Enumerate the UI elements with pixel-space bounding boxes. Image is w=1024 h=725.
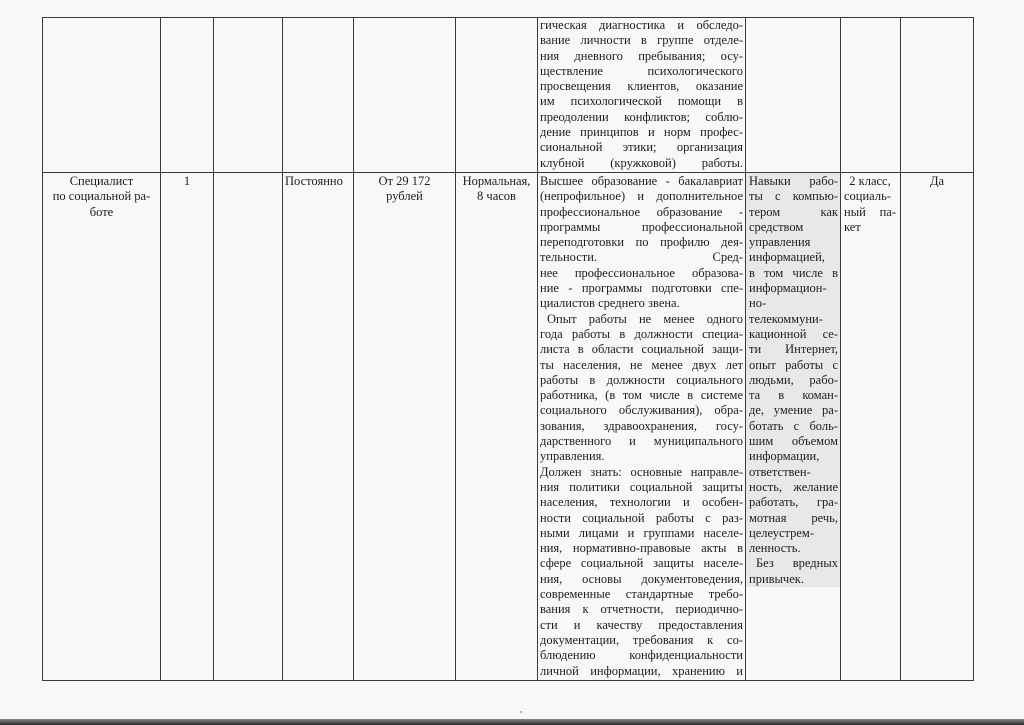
- text-line: средством: [749, 219, 804, 234]
- text-line: дарственного и муниципального: [540, 434, 743, 449]
- text-line: листа в области социальной защи-: [540, 342, 743, 357]
- text-line: ный па-: [844, 204, 896, 219]
- text-line: людьми, рабо-: [749, 372, 838, 387]
- text-line: управления.: [540, 449, 605, 464]
- text-line: социального обслуживания), обра-: [540, 403, 743, 418]
- text-line: ты с компью-: [749, 189, 838, 204]
- flag-value: Да: [929, 174, 945, 188]
- flag-cell: [901, 173, 974, 681]
- text-line: работать, гра-: [749, 495, 838, 510]
- text-line: та в коман-: [749, 388, 838, 403]
- position-text: [45, 174, 158, 220]
- requirements-cell: [538, 173, 746, 681]
- requirements-text: [540, 18, 743, 171]
- position-cell: [43, 173, 161, 681]
- text-line: ние - программы подготовки спе-: [540, 281, 743, 296]
- blank-cell: [43, 18, 161, 173]
- text-line: просвещения клиентов, оказание: [540, 79, 743, 94]
- text-line: (непрофильное) и дополнительное: [540, 189, 743, 204]
- blank-cell: [354, 18, 456, 173]
- scan-speck: [520, 711, 522, 713]
- text-line: Высшее образование - бакалавриат: [540, 174, 743, 188]
- text-line: боте: [89, 204, 114, 219]
- text-line: ботать с боль-: [749, 418, 838, 433]
- text-line: 2 класс,: [849, 174, 891, 188]
- text-line: ными лицами и группами населе-: [540, 525, 743, 540]
- text-line: 8 часов: [477, 189, 516, 204]
- benefits-cell: [841, 173, 901, 681]
- skills-cell: [746, 173, 841, 681]
- text-line: ности социальной работы с раз-: [540, 510, 743, 525]
- text-line: циалистов среднего звена.: [540, 296, 680, 311]
- text-line: Навыки рабо-: [749, 174, 838, 188]
- text-line: целеустрем-: [749, 525, 814, 540]
- text-line: рублей: [386, 189, 423, 204]
- text-line: кационной се-: [749, 326, 838, 341]
- text-line: шим объемом: [749, 434, 838, 449]
- text-line: ния политики социальной защиты: [540, 479, 743, 494]
- blank-cell: [456, 18, 538, 173]
- text-line: де, умение ра-: [749, 403, 838, 418]
- blank-cell: [214, 18, 283, 173]
- text-line: Без вредных: [756, 556, 838, 571]
- text-line: тельности. Сред-: [540, 250, 743, 265]
- text-line: ность, желание: [749, 479, 838, 494]
- blank-cell: [161, 18, 214, 173]
- text-line: блюдению конфиденциальности: [540, 648, 743, 663]
- text-line: ответствен-: [749, 464, 811, 479]
- text-line: клубной (кружковой) работы.: [540, 155, 743, 170]
- text-line: мотная речь,: [749, 510, 838, 525]
- blank-cell: [283, 18, 354, 173]
- text-line: Должен знать: основные направле-: [540, 464, 743, 479]
- text-line: населения, технологии и особен-: [540, 495, 743, 510]
- text-line: управления: [749, 235, 811, 250]
- text-line: кет: [844, 219, 861, 234]
- employment-value: Постоянно: [285, 174, 343, 188]
- blank-cell: [746, 18, 841, 173]
- text-line: зования, здравоохранения, госу-: [540, 418, 743, 433]
- benefits-text: [843, 174, 898, 235]
- vacancy-table: [42, 17, 974, 681]
- text-line: социаль-: [844, 189, 891, 204]
- text-line: переподготовки по профилю дея-: [540, 235, 743, 250]
- count-value: 1: [183, 174, 191, 188]
- schedule-cell: [456, 173, 538, 681]
- text-line: работника, (в том числе в системе: [540, 388, 743, 403]
- text-line: в том числе в: [749, 265, 838, 280]
- text-line: ты населения, не менее двух лет: [540, 357, 743, 372]
- blank-cell: [841, 18, 901, 173]
- table-row: [43, 18, 974, 173]
- text-line: привычек.: [749, 571, 804, 586]
- text-line: гическая диагностика и обследо-: [540, 18, 743, 32]
- employment-cell: [283, 173, 354, 681]
- text-line: информацион-: [749, 281, 827, 296]
- text-line: Специалист: [69, 174, 134, 188]
- text-line: вания к отчетности, периодично-: [540, 602, 743, 617]
- requirements-cell: [538, 18, 746, 173]
- count-cell: [161, 173, 214, 681]
- text-line: личной информации, хранению и: [540, 663, 743, 678]
- skills-text: [746, 173, 840, 587]
- text-line: им психологической помощи в: [540, 94, 743, 109]
- text-line: опыт работы с: [749, 357, 838, 372]
- text-line: сти и качеству предоставления: [540, 617, 743, 632]
- scan-edge: [0, 719, 1024, 725]
- text-line: дение принципов и норм профес-: [540, 125, 743, 140]
- text-line: ти Интернет,: [749, 342, 838, 357]
- text-line: От 29 172: [378, 174, 431, 188]
- text-line: профессиональное образование -: [540, 204, 743, 219]
- text-line: информацией,: [749, 250, 825, 265]
- text-line: сфере социальной защиты населе-: [540, 556, 743, 571]
- text-line: сиональной этики; организация: [540, 140, 743, 155]
- text-line: программы профессиональной: [540, 219, 743, 234]
- salary-cell: [354, 173, 456, 681]
- text-line: Нормальная,: [462, 174, 531, 188]
- text-line: Опыт работы не менее одного: [547, 311, 743, 326]
- requirements-text: [540, 174, 743, 679]
- salary-text: [356, 174, 453, 205]
- blank-cell: [901, 18, 974, 173]
- text-line: преодолении конфликтов; соблю-: [540, 109, 743, 124]
- text-line: ния, основы документоведения,: [540, 571, 743, 586]
- text-line: современные стандартные требо-: [540, 587, 743, 602]
- text-line: документации, требования к со-: [540, 632, 743, 647]
- text-line: ния дневного пребывания; осу-: [540, 48, 743, 63]
- blank-cell: [214, 173, 283, 681]
- text-line: вание личности в группе отделе-: [540, 33, 743, 48]
- text-line: телекоммуни-: [749, 311, 823, 326]
- schedule-text: [458, 174, 535, 205]
- text-line: но-: [749, 296, 767, 311]
- text-line: ния, нормативно-правовые акты в: [540, 541, 743, 556]
- text-line: года работы в должности специа-: [540, 326, 743, 341]
- text-line: по социальной ра-: [52, 189, 151, 204]
- text-line: тером как: [749, 204, 838, 219]
- text-line: нее профессиональное образова-: [540, 265, 743, 280]
- text-line: ществление психологического: [540, 63, 743, 78]
- text-line: ленность.: [749, 541, 801, 556]
- table-row: [43, 173, 974, 681]
- text-line: работы в должности социального: [540, 372, 743, 387]
- text-line: информации,: [749, 449, 820, 464]
